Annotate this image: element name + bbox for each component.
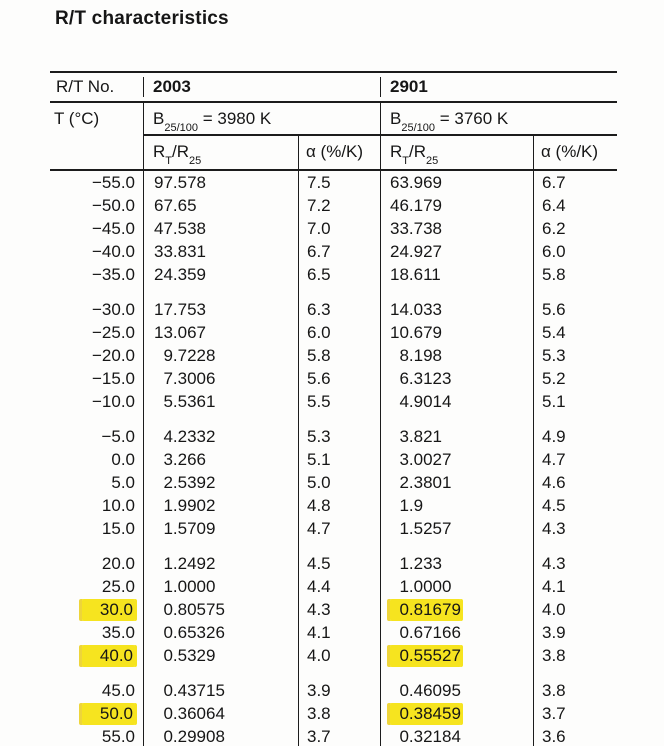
cell-alpha-2003: 7.2 [298,194,380,217]
cell-alpha-2003: 4.3 [298,598,380,621]
cell-temperature: −55.0 [91,173,135,192]
value: 3.821 [399,427,442,446]
highlighted-temperature: 30.0 [82,599,135,621]
alpha-header-2003: α (%/K) [298,136,380,169]
value: 8.198 [399,346,442,365]
cell-alpha-2003: 3.7 [298,725,380,746]
cell-alpha-2901: 5.1 [533,390,617,413]
cell-temperature: −10.0 [91,392,135,411]
cell-alpha-2901: 5.4 [533,321,617,344]
cell-alpha-2901: 6.7 [533,171,617,194]
 [50,286,143,298]
cell-alpha-2901: 4.5 [533,494,617,517]
value: 0.32184 [399,727,461,746]
page-title: R/T characteristics [55,8,229,29]
cell-alpha-2901: 4.3 [533,517,617,540]
cell-temperature: 20.0 [101,554,135,573]
cell-ratio-2901 [380,644,533,667]
alpha-header-2901: α (%/K) [533,136,617,169]
header-block-2003 [143,103,380,169]
cell-ratio-2003 [143,494,298,517]
cell-alpha-2901: 5.8 [533,263,617,286]
cell-alpha-2901: 4.0 [533,598,617,621]
value: 0.43715 [163,681,225,700]
table-row [50,367,617,390]
cell-ratio-2003 [143,725,298,746]
value: 14.033 [390,300,442,319]
table-row [50,598,617,621]
cell-temperature: −15.0 [91,369,135,388]
header-row-part-numbers [50,73,617,103]
ratio-header-2003: $R_T/R_{25}$ [143,136,298,169]
cell-ratio-2003 [143,644,298,667]
value: 0.5329 [163,646,216,665]
value: 3.266 [163,450,206,469]
cell-temperature [50,598,143,621]
value: 5.5361 [163,392,216,411]
table-row [50,552,617,575]
cell-temperature: 25.0 [101,577,135,596]
cell-alpha-2901: 4.1 [533,575,617,598]
 [143,540,298,552]
cell-alpha-2901: 5.3 [533,344,617,367]
cell-temperature: 45.0 [101,681,135,700]
cell-alpha-2003: 5.5 [298,390,380,413]
cell-ratio-2003 [143,321,298,344]
cell-ratio-2901 [380,517,533,540]
cell-alpha-2003: 3.9 [298,679,380,702]
cell-temperature: −40.0 [91,242,135,261]
value: 33.738 [390,219,442,238]
value: 3.0027 [399,450,452,469]
cell-ratio-2901 [380,679,533,702]
cell-ratio-2003 [143,344,298,367]
value: 1.2492 [163,554,216,573]
cell-ratio-2003 [143,194,298,217]
value: 1.233 [399,554,442,573]
value: 0.29908 [163,727,225,746]
table-row [50,217,617,240]
cell-ratio-2901 [380,725,533,746]
cell-alpha-2003: 5.3 [298,425,380,448]
value: 10.679 [390,323,442,342]
cell-ratio-2901 [380,575,533,598]
table-row [50,263,617,286]
cell-ratio-2901 [380,471,533,494]
b-value-text: = 3760 K [435,109,509,128]
 [298,540,380,552]
cell-ratio-2003 [143,390,298,413]
table-row [50,702,617,725]
cell-alpha-2901: 6.0 [533,240,617,263]
cell-alpha-2901: 4.7 [533,448,617,471]
cell-temperature [50,702,143,725]
value: 24.359 [154,265,206,284]
group-spacer-row [50,286,617,298]
cell-ratio-2901 [380,552,533,575]
 [380,413,533,425]
cell-alpha-2003: 5.1 [298,448,380,471]
cell-ratio-2003 [143,298,298,321]
table-row [50,725,617,746]
header-series-2003: 2003 [143,77,380,97]
value: 1.9902 [163,496,216,515]
b-symbol: B [390,109,402,128]
cell-ratio-2003 [143,621,298,644]
value: 0.80575 [163,600,225,619]
rt-characteristics-table [50,71,617,746]
value: 1.9 [399,496,424,515]
value: 6.3123 [399,369,452,388]
b-subscript: 25/100 [401,122,435,135]
value: 63.969 [390,173,442,192]
value: 4.9014 [399,392,452,411]
table-row [50,471,617,494]
cell-temperature: −45.0 [91,219,135,238]
cell-alpha-2003: 4.0 [298,644,380,667]
cell-ratio-2901 [380,494,533,517]
table-row [50,240,617,263]
 [533,286,617,298]
cell-alpha-2901: 3.8 [533,644,617,667]
highlighted-temperature: 40.0 [82,645,135,667]
cell-temperature: −5.0 [101,427,135,446]
highlighted-value: 0.55527 [390,645,461,667]
cell-ratio-2901 [380,240,533,263]
cell-alpha-2901: 6.4 [533,194,617,217]
table-row [50,679,617,702]
value: 1.0000 [163,577,216,596]
cell-ratio-2901 [380,367,533,390]
value: 1.5709 [163,519,216,538]
cell-ratio-2901 [380,702,533,725]
cell-alpha-2003: 6.7 [298,240,380,263]
 [380,286,533,298]
cell-temperature: 35.0 [101,623,135,642]
value: 17.753 [154,300,206,319]
cell-ratio-2901 [380,298,533,321]
value: 0.67166 [399,623,461,642]
cell-temperature: 0.0 [111,450,135,469]
b-value-text: = 3980 K [198,109,272,128]
cell-alpha-2003: 5.0 [298,471,380,494]
cell-ratio-2003 [143,471,298,494]
table-row [50,321,617,344]
value: 47.538 [154,219,206,238]
cell-ratio-2901 [380,448,533,471]
value: 0.36064 [163,704,225,723]
cell-alpha-2901: 3.6 [533,725,617,746]
table-row [50,621,617,644]
cell-temperature: 10.0 [101,496,135,515]
 [143,286,298,298]
table-row [50,644,617,667]
table-row [50,194,617,217]
table-row [50,390,617,413]
cell-ratio-2901 [380,425,533,448]
 [50,667,143,679]
cell-alpha-2003: 4.5 [298,552,380,575]
cell-alpha-2901: 4.9 [533,425,617,448]
value: 67.65 [154,196,197,215]
header-temperature-label: T (°C) [54,109,100,128]
highlighted-temperature: 50.0 [82,703,135,725]
table-row [50,448,617,471]
cell-alpha-2901: 5.6 [533,298,617,321]
cell-alpha-2003: 6.5 [298,263,380,286]
value: 46.179 [390,196,442,215]
highlighted-value: 0.38459 [390,703,461,725]
 [380,667,533,679]
cell-alpha-2003: 5.8 [298,344,380,367]
 [533,667,617,679]
highlighted-value: 0.81679 [390,599,461,621]
table-row [50,575,617,598]
ratio-header-2901: $R_T/R_{25}$ [380,136,533,169]
table-row [50,425,617,448]
cell-ratio-2003 [143,702,298,725]
cell-ratio-2003 [143,679,298,702]
value: 9.7228 [163,346,216,365]
header-rt-no-label: R/T No. [56,77,115,96]
value: 97.578 [154,173,206,192]
table-row [50,517,617,540]
cell-ratio-2003 [143,575,298,598]
cell-alpha-2901: 4.3 [533,552,617,575]
value: 2.5392 [163,473,216,492]
group-spacer-row [50,667,617,679]
cell-alpha-2901: 3.9 [533,621,617,644]
cell-alpha-2003: 7.5 [298,171,380,194]
cell-temperature: −25.0 [91,323,135,342]
cell-alpha-2003: 3.8 [298,702,380,725]
 [380,540,533,552]
 [50,540,143,552]
group-spacer-row [50,413,617,425]
cell-ratio-2003 [143,171,298,194]
cell-ratio-2901 [380,321,533,344]
header-block-2901 [380,103,617,169]
 [533,540,617,552]
cell-ratio-2901 [380,194,533,217]
value: 2.3801 [399,473,452,492]
cell-ratio-2901 [380,263,533,286]
cell-ratio-2901 [380,598,533,621]
 [143,413,298,425]
value: 13.067 [154,323,206,342]
cell-ratio-2901 [380,217,533,240]
cell-ratio-2003 [143,263,298,286]
value: 18.611 [390,265,441,284]
column-headers-2003 [143,136,380,169]
cell-temperature: −35.0 [91,265,135,284]
value: 1.0000 [399,577,452,596]
value: 24.927 [390,242,442,261]
cell-alpha-2003: 5.6 [298,367,380,390]
cell-ratio-2003 [143,217,298,240]
 [298,286,380,298]
cell-alpha-2901: 6.2 [533,217,617,240]
cell-temperature: 15.0 [101,519,135,538]
cell-alpha-2003: 4.1 [298,621,380,644]
 [298,667,380,679]
cell-ratio-2003 [143,598,298,621]
cell-alpha-2003: 4.8 [298,494,380,517]
cell-ratio-2003 [143,552,298,575]
cell-alpha-2003: 4.7 [298,517,380,540]
value: 7.3006 [163,369,216,388]
cell-ratio-2003 [143,448,298,471]
b-symbol: B [153,109,165,128]
value: 33.831 [154,242,206,261]
b-subscript: 25/100 [164,122,198,135]
cell-temperature: −30.0 [91,300,135,319]
header-series-2901: 2901 [380,77,617,97]
cell-ratio-2003 [143,425,298,448]
value: 0.46095 [399,681,461,700]
value: 1.5257 [399,519,452,538]
 [533,413,617,425]
cell-temperature: 5.0 [111,473,135,492]
cell-temperature: 55.0 [101,727,135,746]
cell-alpha-2901: 4.6 [533,471,617,494]
cell-ratio-2901 [380,171,533,194]
cell-temperature [50,644,143,667]
cell-alpha-2003: 7.0 [298,217,380,240]
table-body [50,171,617,746]
cell-alpha-2901: 5.2 [533,367,617,390]
value: 0.65326 [163,623,225,642]
b-value-2901 [380,103,617,136]
cell-ratio-2003 [143,240,298,263]
cell-alpha-2901: 3.7 [533,702,617,725]
table-row [50,344,617,367]
 [50,413,143,425]
cell-temperature: −50.0 [91,196,135,215]
cell-ratio-2901 [380,344,533,367]
cell-ratio-2901 [380,390,533,413]
cell-ratio-2003 [143,367,298,390]
group-spacer-row [50,540,617,552]
value: 4.2332 [163,427,216,446]
cell-alpha-2003: 4.4 [298,575,380,598]
table-row [50,171,617,194]
 [143,667,298,679]
cell-ratio-2003 [143,517,298,540]
cell-alpha-2901: 3.8 [533,679,617,702]
table-row [50,298,617,321]
header-row-b-and-columns [50,103,617,171]
cell-alpha-2003: 6.3 [298,298,380,321]
cell-alpha-2003: 6.0 [298,321,380,344]
cell-ratio-2901 [380,621,533,644]
table-row [50,494,617,517]
b-value-2003 [143,103,380,136]
cell-temperature: −20.0 [91,346,135,365]
 [298,413,380,425]
column-headers-2901 [380,136,617,169]
